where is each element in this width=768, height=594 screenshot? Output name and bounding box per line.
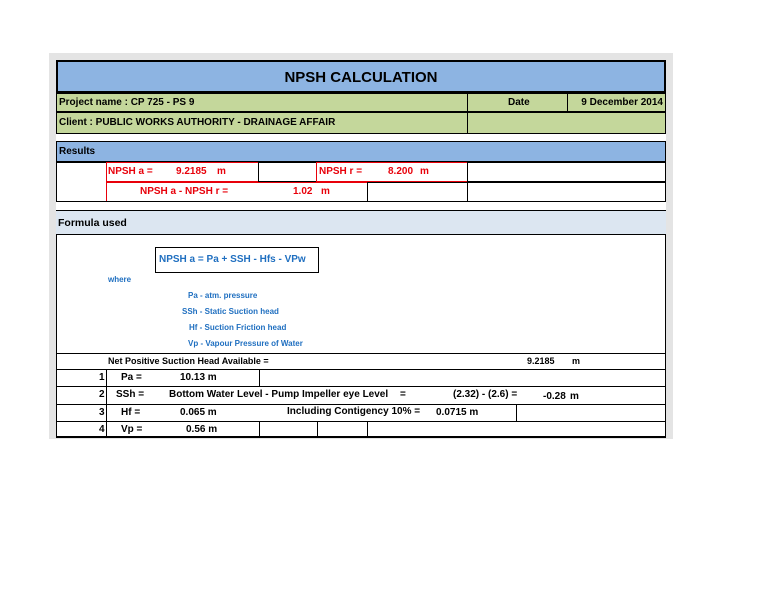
available-value: 9.2185 — [527, 356, 555, 366]
available-label: Net Positive Suction Head Available = — [108, 356, 269, 366]
npsh-diff-cell — [106, 182, 368, 202]
available-unit: m — [572, 356, 581, 366]
row-2-expression: (2.32) - (2.6) = — [453, 389, 518, 400]
npshr-cell — [316, 162, 468, 182]
npshr-unit: m — [420, 166, 429, 177]
npsh-diff-value: 1.02 — [293, 186, 313, 197]
row-3-value: 0.065 m — [180, 407, 217, 418]
definition-ssh: SSh - Static Suction head — [182, 307, 279, 316]
npsha-value: 9.2185 — [176, 166, 207, 177]
formula-equation: NPSH a = Pa + SSH - Hfs - VPw — [159, 254, 306, 265]
definition-pa: Pa - atm. pressure — [188, 291, 258, 300]
page-title: NPSH CALCULATION — [284, 69, 438, 86]
client-empty-cell — [467, 112, 666, 134]
row-1-label: Pa = — [121, 372, 142, 383]
results-header: Results — [59, 146, 96, 157]
row-3-number: 3 — [99, 407, 105, 418]
npsha-cell — [106, 162, 259, 182]
npsha-label: NPSH a = — [108, 166, 153, 177]
definition-hf: Hf - Suction Friction head — [189, 323, 287, 332]
npsh-diff-label: NPSH a - NPSH r = — [140, 186, 229, 197]
date-label: Date — [508, 97, 530, 108]
row-4-number: 4 — [99, 424, 105, 435]
project-name: Project name : CP 725 - PS 9 — [59, 97, 195, 108]
row-1-value: 10.13 m — [180, 372, 217, 383]
row-2-unit: m — [570, 391, 579, 402]
npsha-unit: m — [217, 166, 226, 177]
npsh-diff-unit: m — [321, 186, 330, 197]
row-1-number: 1 — [99, 372, 105, 383]
project-name-cell — [56, 93, 468, 112]
row-3-contingency-value: 0.0715 m — [436, 407, 479, 418]
definition-vp: Vp - Vapour Pressure of Water — [188, 339, 303, 348]
npshr-label: NPSH r = — [319, 166, 363, 177]
row-4-value: 0.56 m — [186, 424, 218, 435]
results-spacer-cell — [258, 162, 317, 182]
client-name: Client : PUBLIC WORKS AUTHORITY - DRAINAGE AFFAIR — [59, 117, 336, 128]
formula-header: Formula used — [58, 217, 127, 229]
row-3-contingency-label: Including Contigency 10% = — [287, 406, 421, 417]
row-3-label: Hf = — [121, 407, 141, 418]
results-band — [56, 141, 666, 162]
row-2-result: -0.28 — [543, 391, 566, 402]
row-2-description: Bottom Water Level - Pump Impeller eye Level — [169, 389, 389, 400]
formula-band — [56, 210, 666, 235]
npshr-value: 8.200 — [388, 166, 414, 177]
title-band — [56, 60, 666, 93]
row-2-label: SSh = — [116, 389, 145, 400]
npsh-sheet — [56, 60, 666, 438]
formula-box — [155, 247, 319, 273]
client-cell — [56, 112, 468, 134]
row-2-number: 2 — [99, 389, 105, 400]
row-2-equals: = — [400, 389, 406, 400]
date-value: 9 December 2014 — [581, 97, 663, 108]
date-value-cell — [567, 93, 666, 112]
row-4-label: Vp = — [121, 424, 143, 435]
formula-where: where — [108, 275, 132, 284]
date-label-cell — [467, 93, 568, 112]
results-empty-cell — [467, 162, 666, 182]
